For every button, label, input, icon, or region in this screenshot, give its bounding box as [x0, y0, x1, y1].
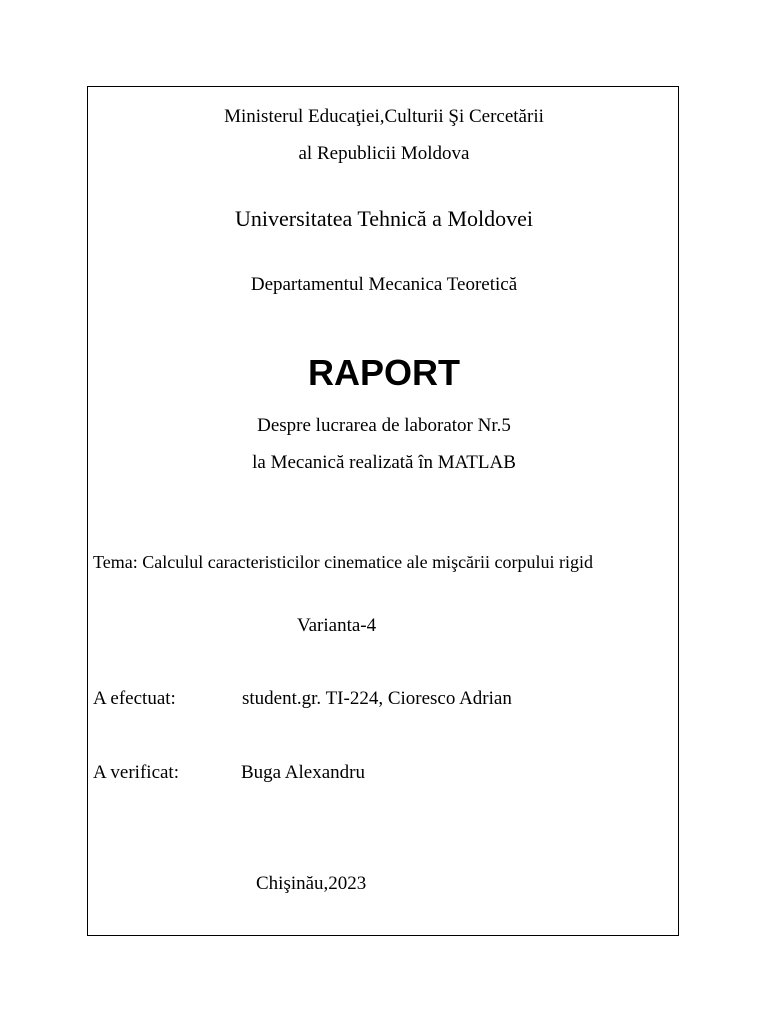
department-name: Departamentul Mecanica Teoretică — [250, 274, 518, 295]
performed-by-value: student.gr. TI-224, Cioresco Adrian — [242, 688, 512, 709]
verified-by-value: Buga Alexandru — [241, 762, 366, 783]
report-title: RAPORT — [308, 352, 460, 393]
verified-by-label: A verificat: — [93, 762, 179, 783]
variant-label: Varianta-4 — [297, 615, 377, 636]
city-and-year: Chişinău,2023 — [256, 873, 367, 894]
performed-by-label: A efectuat: — [93, 688, 176, 709]
republic-name: al Republicii Moldova — [298, 143, 470, 164]
report-subtitle-line-1: Despre lucrarea de laborator Nr.5 — [257, 415, 511, 436]
university-name: Universitatea Tehnică a Moldovei — [234, 206, 533, 231]
topic-text: Tema: Calculul caracteristicilor cinematice ale mişcării corpului rigid — [93, 552, 594, 572]
ministry-name: Ministerul Educaţiei,Culturii Şi Cercetării — [224, 106, 544, 127]
report-subtitle-line-2: la Mecanică realizată în MATLAB — [252, 452, 516, 473]
